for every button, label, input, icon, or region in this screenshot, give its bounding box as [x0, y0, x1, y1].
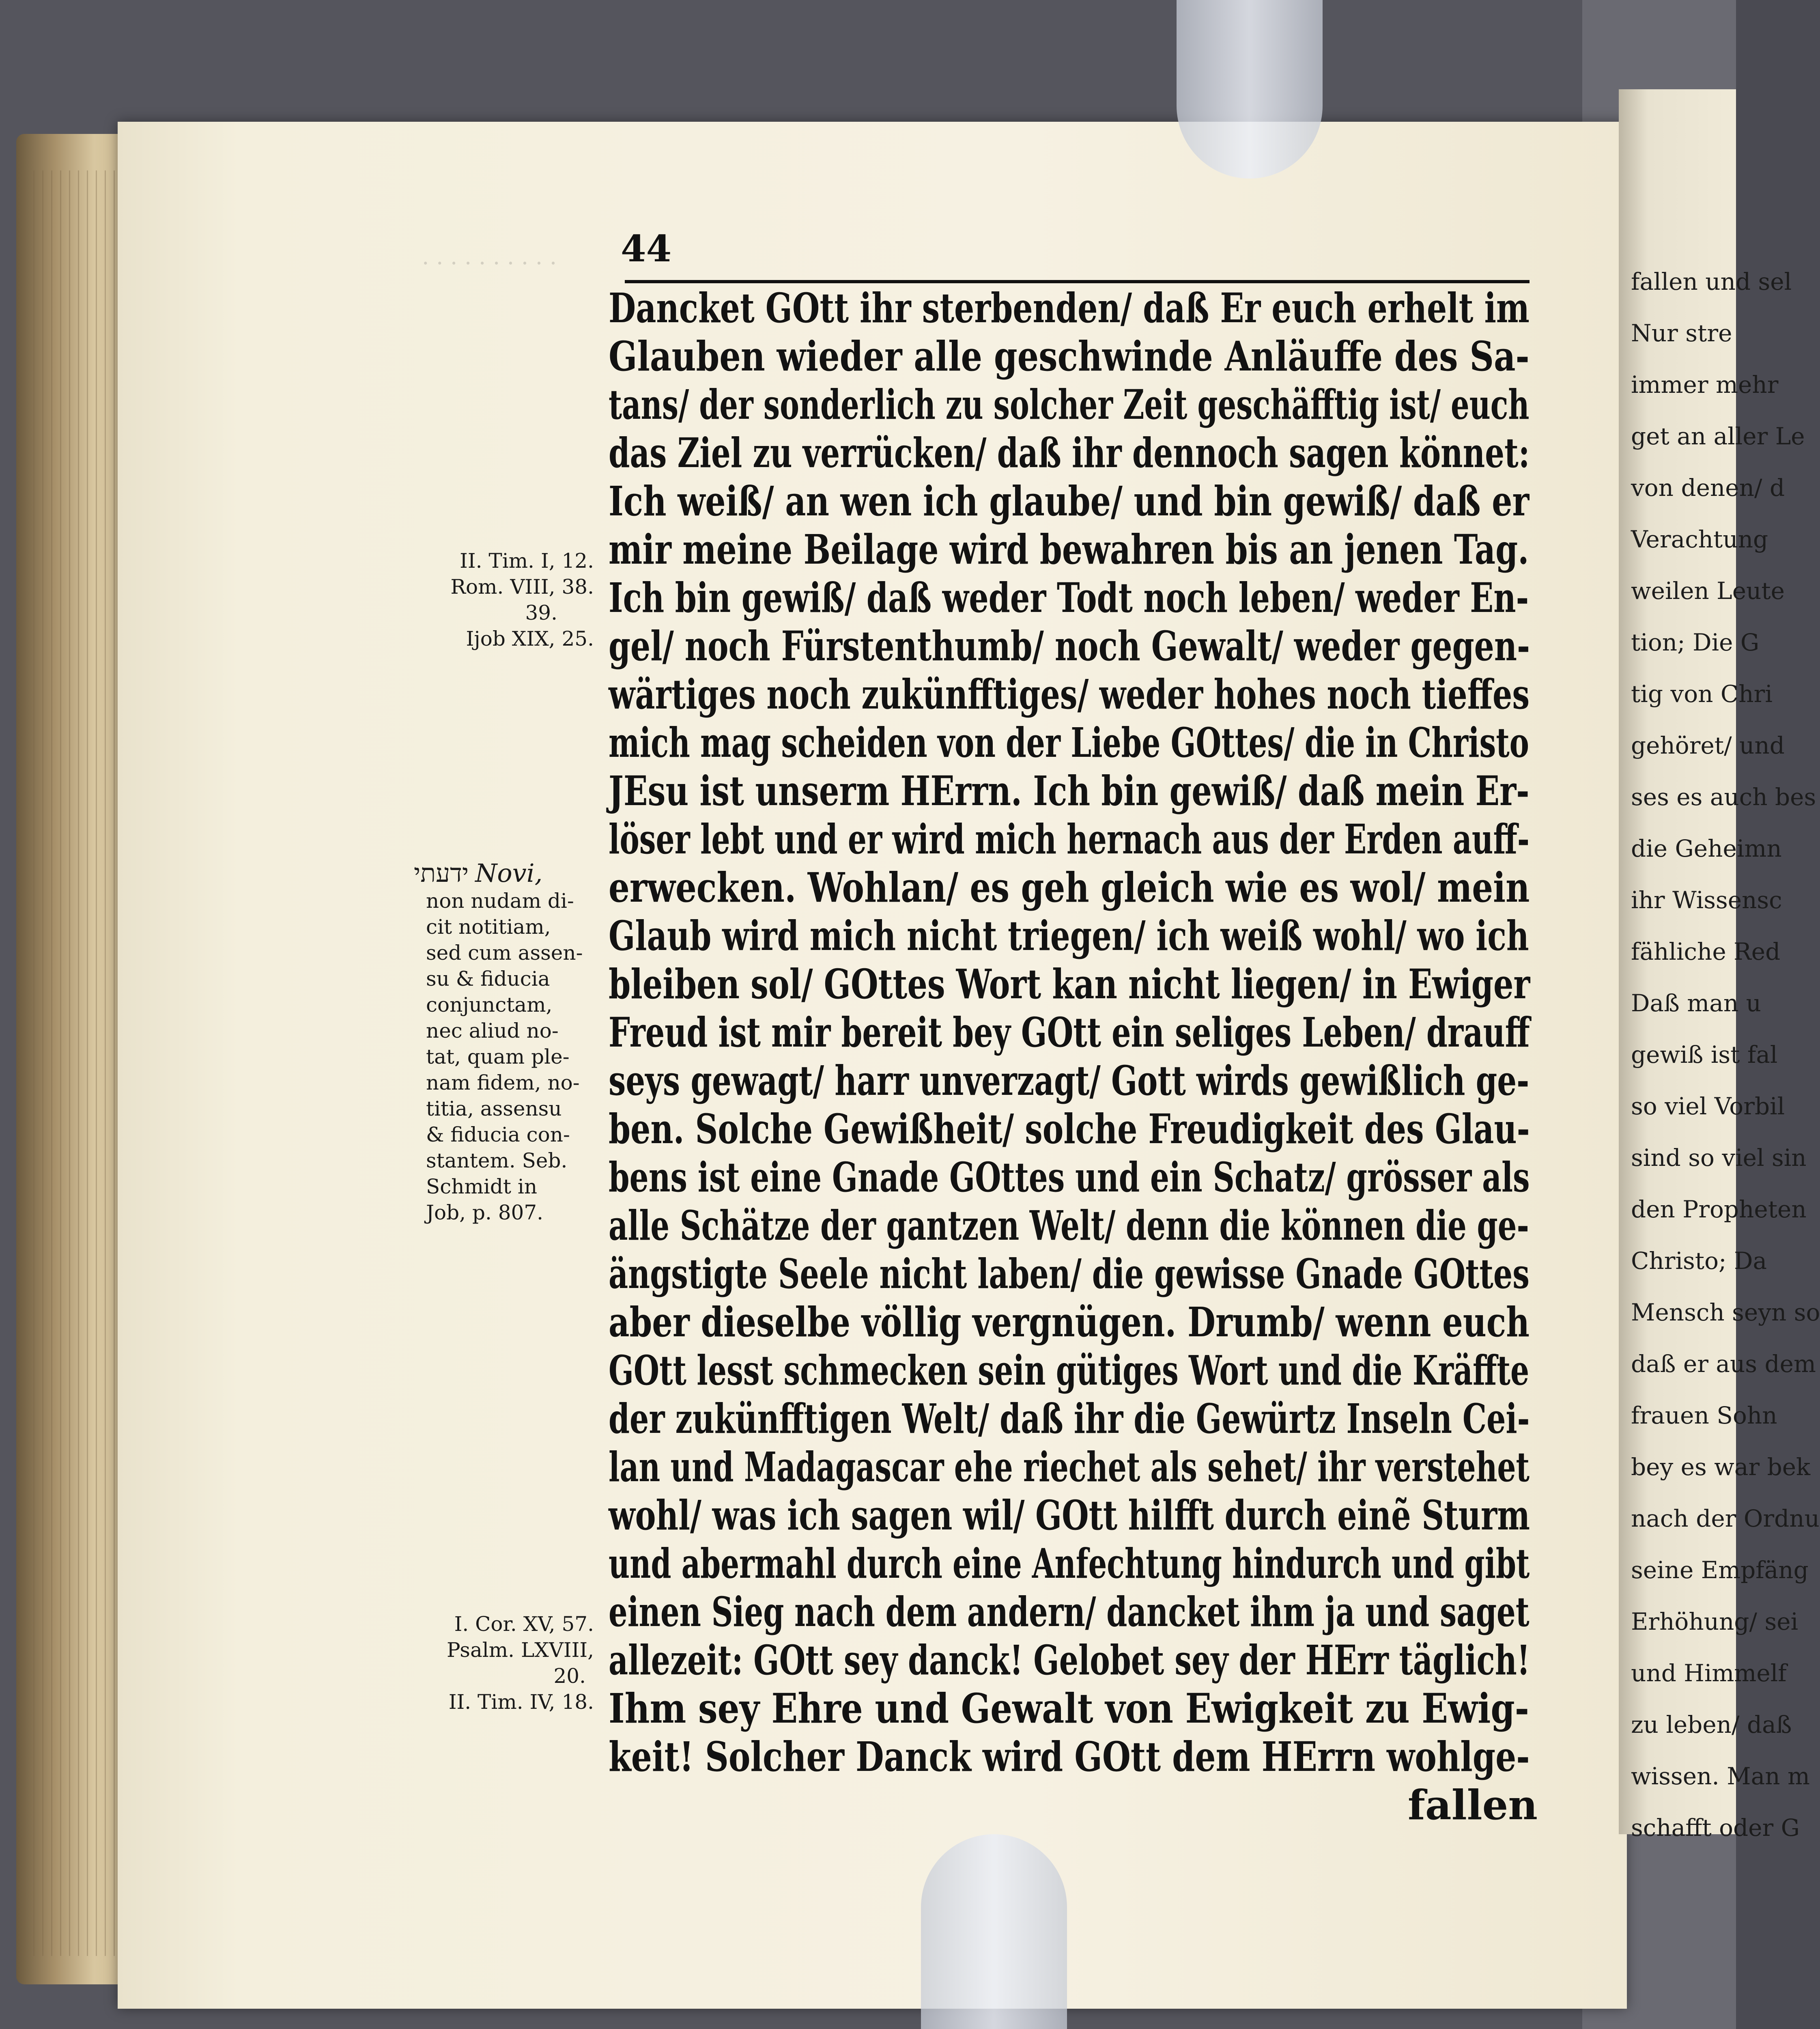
margin-note-line: su & fiducia	[426, 967, 550, 991]
text-line: seys gewagt/ harr unverzagt/ Gott wirds gewißlich ge-	[609, 1057, 1530, 1105]
margin-note-line: non nudam di-	[426, 889, 574, 913]
margin-ref: Rom. VIII, 38.	[450, 575, 594, 599]
next-page-line: Verachtung	[1631, 526, 1768, 553]
text-line: das Ziel zu verrücken/ daß ihr dennoch sagen könnet:	[609, 429, 1530, 477]
text-line: Ich weiß/ an wen ich glaube/ und bin gewiß/ daß er	[609, 477, 1530, 525]
right-page-fragment	[1619, 89, 1820, 1842]
margin-note-line: conjunctam,	[426, 993, 553, 1017]
book-clip-bottom	[921, 1834, 1067, 2029]
next-page-line: den Propheten	[1631, 1195, 1807, 1223]
margin-note-line: stantem. Seb.	[426, 1149, 568, 1172]
text-line: mich mag scheiden von der Liebe GOttes/ die in Christo	[609, 719, 1529, 767]
next-page-line: Erhöhung/ sei	[1631, 1608, 1798, 1635]
text-line: ängstigte Seele nicht laben/ die gewisse Gnade GOttes	[609, 1250, 1530, 1298]
next-page-line: daß er aus dem	[1631, 1350, 1816, 1378]
next-page-line: ses es auch bes	[1631, 783, 1816, 811]
margin-note-line: cit notitiam,	[426, 915, 551, 939]
margin-ref: 39.	[525, 601, 557, 625]
text-line: JEsu ist unserm HErrn. Ich bin gewiß/ daß mein Er-	[609, 767, 1530, 815]
margin-note-line: titia, assensu	[426, 1097, 562, 1120]
next-page-line: weilen Leute	[1631, 577, 1785, 605]
text-line: lan und Madagascar ehe riechet als sehet/ ihr verstehet	[609, 1443, 1530, 1491]
next-page-line: sind so viel sin	[1631, 1144, 1807, 1172]
next-page-line: ihr Wissensc	[1631, 886, 1782, 914]
margin-note-line: Job, p. 807.	[426, 1201, 544, 1224]
next-page-line: von denen/ d	[1631, 474, 1785, 502]
text-line: erwecken. Wohlan/ es geh gleich wie es wol/ mein	[609, 864, 1530, 911]
hebrew-word: ידעתי	[414, 858, 469, 888]
next-page-line: gewiß ist fal	[1631, 1041, 1778, 1068]
margin-note-line: nam fidem, no-	[426, 1071, 580, 1094]
text-line: tans/ der sonderlich zu solcher Zeit geschäfftig ist/ euch	[609, 381, 1530, 429]
next-page-line: Christo; Da	[1631, 1247, 1767, 1275]
text-line: Freud ist mir bereit bey GOtt ein seliges Leben/ drauff	[609, 1008, 1530, 1056]
text-line: wohl/ was ich sagen wil/ GOtt hilfft durch einẽ Sturm	[609, 1491, 1530, 1539]
text-line: Glauben wieder alle geschwinde Anläuffe des Sa-	[609, 332, 1530, 380]
text-line: allezeit: GOtt sey danck! Gelobet sey der HErr täglich!	[609, 1636, 1530, 1684]
margin-note-line: sed cum assen-	[426, 941, 583, 965]
latin-word: Novi,	[475, 858, 543, 888]
next-page-line: bey es war bek	[1631, 1453, 1811, 1481]
margin-ref: Psalm. LXVIII,	[446, 1638, 594, 1662]
margin-ref: II. Tim. IV, 18.	[448, 1690, 594, 1714]
next-page-line: tion; Die G	[1631, 629, 1760, 656]
margin-ref: I. Cor. XV, 57.	[454, 1612, 594, 1636]
next-page-line: wissen. Man m	[1631, 1762, 1810, 1790]
next-page-line: zu leben/ daß	[1631, 1711, 1792, 1738]
next-page-line: Mensch seyn so	[1631, 1299, 1820, 1326]
text-line: bens ist eine Gnade GOttes und ein Schatz/ grösser als	[609, 1153, 1530, 1201]
bleed-through-text: . . . . . . . . . .	[422, 243, 557, 269]
text-line: einen Sieg nach dem andern/ dancket ihm ja und saget	[609, 1588, 1530, 1636]
margin-note-hebrew	[414, 860, 583, 1226]
margin-note-refs-bottom	[447, 1611, 594, 1715]
catchword: fallen	[1407, 1781, 1538, 1829]
next-page-line: get an aller Le	[1631, 422, 1805, 450]
text-line: bleiben sol/ GOttes Wort kan nicht liegen/ in Ewiger	[609, 960, 1530, 1008]
margin-note-refs-top	[450, 548, 594, 652]
next-page-line: Nur stre	[1631, 319, 1732, 347]
page-number: 44	[621, 227, 672, 270]
next-page-line: und Himmelf	[1631, 1659, 1787, 1687]
main-text-block	[609, 284, 1538, 1829]
text-line: keit! Solcher Danck wird GOtt dem HErrn wohlge-	[609, 1733, 1530, 1781]
book-clip-top	[1177, 0, 1323, 179]
margin-ref: 20.	[553, 1664, 586, 1688]
text-line: GOtt lesst schmecken sein gütiges Wort und die Kräffte	[609, 1346, 1530, 1394]
text-line: gel/ noch Fürstenthumb/ noch Gewalt/ weder gegen-	[609, 622, 1530, 670]
margin-note-line: & fiducia con-	[426, 1123, 570, 1146]
next-page-line: Daß man u	[1631, 989, 1761, 1017]
next-page-line: fallen und sel	[1631, 268, 1792, 295]
margin-note-line: tat, quam ple-	[426, 1045, 570, 1068]
text-line: und abermahl durch eine Anfechtung hindurch und gibt	[609, 1540, 1530, 1587]
next-page-line: nach der Ordnu	[1631, 1505, 1820, 1532]
next-page-line: so viel Vorbil	[1631, 1092, 1785, 1120]
text-line: ben. Solche Gewißheit/ solche Freudigkeit des Glau-	[609, 1105, 1530, 1153]
text-line: mir meine Beilage wird bewahren bis an jenen Tag.	[609, 526, 1529, 573]
margin-ref: II. Tim. I, 12.	[460, 549, 594, 573]
text-line: Glaub wird mich nicht triegen/ ich weiß wohl/ wo ich	[609, 912, 1529, 960]
next-page-line: frauen Sohn	[1631, 1402, 1777, 1429]
margin-note-lines	[414, 888, 583, 1226]
text-line: alle Schätze der gantzen Welt/ denn die können die ge-	[609, 1202, 1529, 1249]
text-line: aber dieselbe völlig vergnügen. Drumb/ wenn euch	[609, 1298, 1530, 1346]
text-line: löser lebt und er wird mich hernach aus der Erden auff-	[609, 815, 1530, 863]
text-line: Ihm sey Ehre und Gewalt von Ewigkeit zu Ewig-	[609, 1684, 1529, 1732]
header-rule	[625, 280, 1530, 283]
text-line: Dancket GOtt ihr sterbenden/ daß Er euch erhelt im	[609, 284, 1530, 332]
next-page-line: immer mehr	[1631, 371, 1779, 398]
next-page-line: fähliche Red	[1631, 938, 1781, 965]
text-line: wärtiges noch zukünfftiges/ weder hohes noch tieffes	[609, 670, 1530, 718]
next-page-line: seine Empfäng	[1631, 1556, 1809, 1584]
margin-ref: Ijob XIX, 25.	[466, 627, 594, 650]
text-line: der zukünfftigen Welt/ daß ihr die Gewürtz Inseln Cei-	[609, 1395, 1530, 1443]
margin-note-line: Schmidt in	[426, 1175, 538, 1198]
text-line: Ich bin gewiß/ daß weder Todt noch leben/ weder En-	[609, 574, 1529, 622]
margin-note-first-line	[414, 860, 583, 888]
next-page-line: gehöret/ und	[1631, 732, 1785, 759]
next-page-line: schafft oder G	[1631, 1814, 1800, 1842]
next-page-line: tig von Chri	[1631, 680, 1773, 708]
next-page-line: die Geheimn	[1631, 835, 1782, 862]
margin-note-line: nec aliud no-	[426, 1019, 559, 1043]
